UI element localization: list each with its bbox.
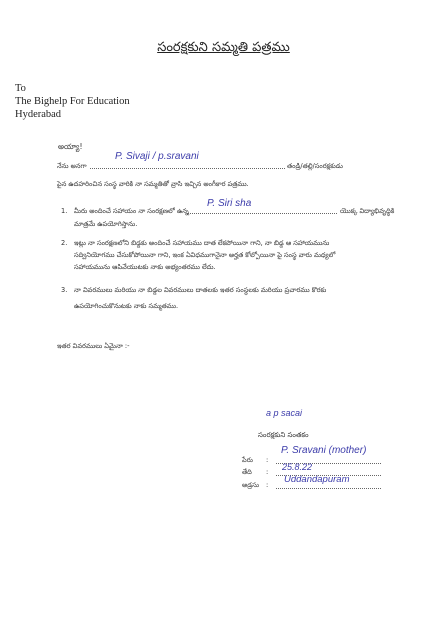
item3-line-b: ఉపయోగించుకొనుటకు నాకు సమ్మతము. (74, 302, 179, 310)
recipient-city: Hyderabad (15, 109, 62, 120)
date-label: తేది (242, 468, 252, 476)
recipient-name: The Bighelp For Education (15, 96, 130, 107)
item1-text-b: యొక్క విద్యాభివృద్ధికి (340, 207, 395, 215)
item2-line-a: ఇట్లు నా సంరక్షణలోని బిడ్డకు అందించే సహాయము దాత లేకపోయినా గాని, నా బిడ్డ ఆ సహాయమును (74, 239, 330, 247)
date-value-handwritten: 25.8.22 (282, 462, 313, 472)
item1-handwritten-child: P. Siri sha (207, 198, 252, 209)
line1-prefix: నేను అనగా (57, 162, 87, 170)
item1-text-a: మీరు అందించే సహాయం నా సంరక్షణలో ఉన్న (74, 207, 189, 215)
line1-handwritten-names: P. Sivaji / p.sravani (115, 151, 199, 162)
address-label: అడ్రసు (242, 481, 260, 489)
guardian-signature-handwritten: a p sacai (266, 408, 303, 418)
address-colon: : (266, 481, 269, 489)
name-label: పేరు (242, 456, 253, 464)
document-title: సంరక్షకుని సమ్మతి పత్రము (157, 40, 290, 55)
signature-label: సంరక్షకుని సంతకం (258, 431, 309, 439)
item2-line-c: సహాయమును ఆపివేయుటకు నాకు అభ్యంతరము లేదు. (74, 263, 216, 271)
salutation: అయ్యా! (58, 142, 83, 151)
item3-number: 3. (61, 286, 68, 294)
other-details-label: ఇతర వివరములు ఏమైనా :- (57, 342, 130, 350)
address-line (276, 488, 381, 489)
item3-line-a: నా వివరములు మరియు నా బిడ్డల వివరములు దాతలకు ఇతర సంస్థలకు మరియు ప్రచారము కొరకు (74, 286, 327, 294)
date-colon: : (266, 468, 269, 476)
item1-text-c: మాత్రమే ఉపయోగిస్తాను. (74, 220, 138, 228)
item2-line-b: సద్వినియోగము చేసుకోపోయినా గాని, ఇంక ఏవిధముగానైనా అర్హత కోల్పోయినా పై సంస్థ వారు మధ్యలో (74, 251, 336, 259)
line2-text: పైన ఉదహరించిన సంస్థ వారికి నా సమ్మతితో వ్రాసి ఇచ్చిన అంగీకార పత్రము. (57, 180, 249, 188)
item2-number: 2. (61, 239, 68, 247)
line1-blank (90, 168, 285, 169)
name-colon: : (266, 456, 269, 464)
item1-blank (187, 213, 337, 214)
recipient-to: To (15, 83, 26, 94)
address-value-handwritten: Uddandapuram (284, 474, 350, 485)
line1-suffix: తండ్రి/తల్లి/సంరక్షకుడు (287, 162, 343, 170)
name-value-handwritten: P. Sravani (mother) (281, 445, 367, 456)
item1-number: 1. (61, 207, 68, 215)
